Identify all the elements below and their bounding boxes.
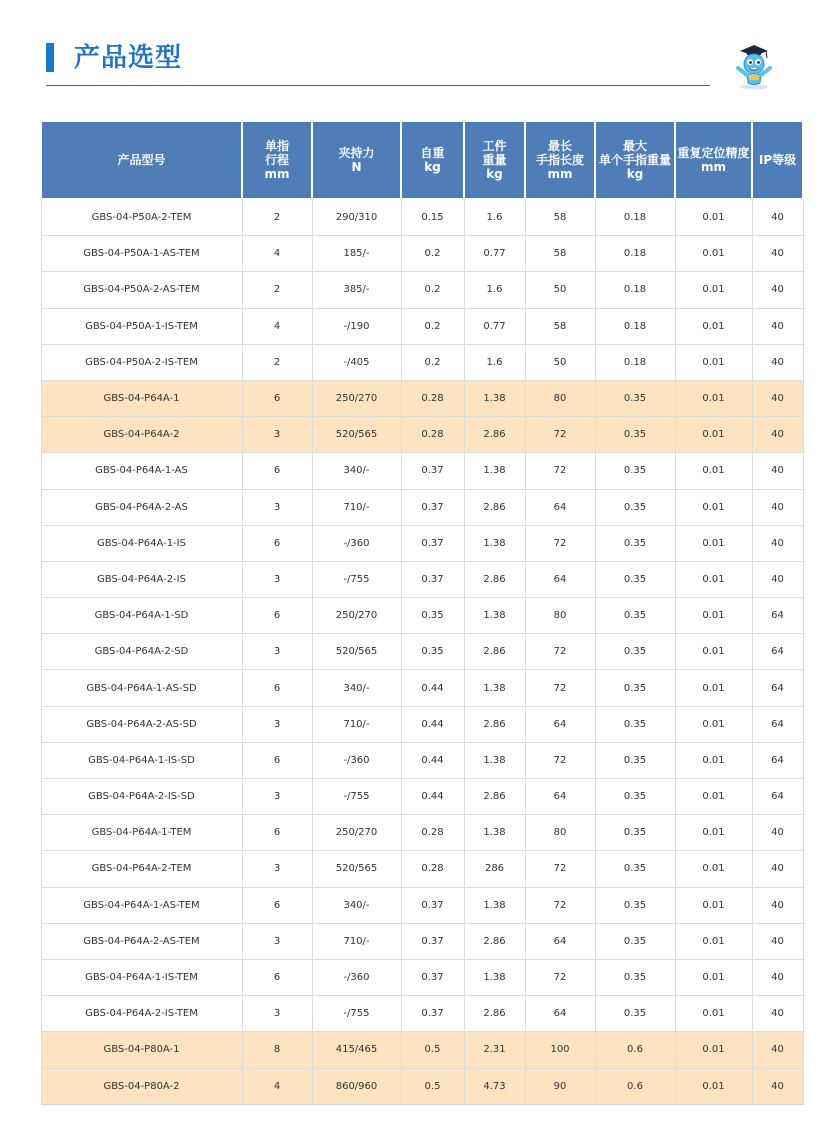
cell-model: GBS-04-P64A-2-AS-TEM — [41, 923, 242, 959]
cell-grip-force: 520/565 — [312, 417, 401, 453]
cell-weight: 0.44 — [401, 742, 464, 778]
table-row — [41, 1068, 803, 1105]
table-row — [41, 742, 803, 778]
cell-workpiece-weight: 1.38 — [464, 959, 525, 995]
cell-stroke: 6 — [242, 453, 312, 489]
cell-stroke: 6 — [242, 670, 312, 706]
cell-model: GBS-04-P64A-2-IS-TEM — [41, 996, 242, 1032]
cell-stroke: 4 — [242, 236, 312, 272]
cell-weight: 0.28 — [401, 815, 464, 851]
cell-workpiece-weight: 0.77 — [464, 308, 525, 344]
cell-grip-force: -/360 — [312, 742, 401, 778]
cell-finger-weight: 0.35 — [595, 851, 675, 887]
cell-workpiece-weight: 1.6 — [464, 272, 525, 308]
cell-finger-weight: 0.35 — [595, 489, 675, 525]
cell-weight: 0.28 — [401, 380, 464, 416]
cell-repeatability: 0.01 — [675, 959, 752, 995]
cell-weight: 0.37 — [401, 923, 464, 959]
cell-repeatability: 0.01 — [675, 236, 752, 272]
cell-repeatability: 0.01 — [675, 706, 752, 742]
cell-workpiece-weight: 1.38 — [464, 887, 525, 923]
header-divider — [46, 85, 710, 86]
cell-weight: 0.2 — [401, 308, 464, 344]
cell-ip-rating: 40 — [752, 417, 803, 453]
cell-ip-rating: 40 — [752, 959, 803, 995]
cell-workpiece-weight: 286 — [464, 851, 525, 887]
cell-finger-weight: 0.6 — [595, 1032, 675, 1068]
cell-finger-length: 64 — [525, 561, 595, 597]
cell-finger-length: 58 — [525, 308, 595, 344]
cell-workpiece-weight: 2.86 — [464, 417, 525, 453]
col-header-ip-rating: IP等级 — [752, 121, 803, 199]
cell-stroke: 3 — [242, 489, 312, 525]
table-header-row — [41, 121, 803, 199]
cell-stroke: 2 — [242, 272, 312, 308]
cell-finger-length: 64 — [525, 489, 595, 525]
cell-repeatability: 0.01 — [675, 742, 752, 778]
cell-model: GBS-04-P50A-2-AS-TEM — [41, 272, 242, 308]
cell-model: GBS-04-P50A-2-TEM — [41, 199, 242, 236]
table-row — [41, 417, 803, 453]
cell-grip-force: -/755 — [312, 561, 401, 597]
cell-model: GBS-04-P64A-1-AS-TEM — [41, 887, 242, 923]
cell-repeatability: 0.01 — [675, 1068, 752, 1105]
product-selection-table — [40, 120, 804, 1105]
cell-finger-length: 72 — [525, 453, 595, 489]
cell-workpiece-weight: 2.86 — [464, 561, 525, 597]
table-row — [41, 815, 803, 851]
cell-ip-rating: 64 — [752, 779, 803, 815]
table-row — [41, 489, 803, 525]
table-row — [41, 959, 803, 995]
cell-finger-length: 72 — [525, 959, 595, 995]
cell-workpiece-weight: 2.86 — [464, 779, 525, 815]
page-title: 产品选型 — [74, 43, 183, 73]
cell-workpiece-weight: 2.31 — [464, 1032, 525, 1068]
table-row — [41, 996, 803, 1032]
cell-grip-force: 340/- — [312, 453, 401, 489]
table-row — [41, 380, 803, 416]
cell-stroke: 3 — [242, 923, 312, 959]
cell-stroke: 3 — [242, 779, 312, 815]
cell-grip-force: 710/- — [312, 489, 401, 525]
cell-model: GBS-04-P64A-1-IS-TEM — [41, 959, 242, 995]
cell-workpiece-weight: 2.86 — [464, 634, 525, 670]
cell-stroke: 6 — [242, 742, 312, 778]
cell-grip-force: 385/- — [312, 272, 401, 308]
cell-model: GBS-04-P64A-2-TEM — [41, 851, 242, 887]
cell-ip-rating: 40 — [752, 308, 803, 344]
cell-stroke: 6 — [242, 380, 312, 416]
table-row — [41, 236, 803, 272]
cell-workpiece-weight: 2.86 — [464, 923, 525, 959]
col-header-stroke: 单指 行程 mm — [242, 121, 312, 199]
table-row — [41, 598, 803, 634]
cell-stroke: 3 — [242, 706, 312, 742]
cell-grip-force: 710/- — [312, 706, 401, 742]
cell-repeatability: 0.01 — [675, 489, 752, 525]
cell-weight: 0.35 — [401, 598, 464, 634]
cell-finger-length: 58 — [525, 236, 595, 272]
table-row — [41, 199, 803, 236]
cell-workpiece-weight: 1.38 — [464, 525, 525, 561]
cell-weight: 0.37 — [401, 489, 464, 525]
table-row — [41, 670, 803, 706]
cell-repeatability: 0.01 — [675, 272, 752, 308]
table-row — [41, 923, 803, 959]
cell-finger-length: 72 — [525, 670, 595, 706]
cell-weight: 0.35 — [401, 634, 464, 670]
cell-finger-length: 64 — [525, 779, 595, 815]
cell-stroke: 6 — [242, 598, 312, 634]
cell-finger-weight: 0.35 — [595, 634, 675, 670]
cell-ip-rating: 40 — [752, 525, 803, 561]
cell-ip-rating: 40 — [752, 561, 803, 597]
col-header-workpiece-weight: 工件 重量 kg — [464, 121, 525, 199]
cell-model: GBS-04-P64A-1-IS — [41, 525, 242, 561]
cell-finger-length: 64 — [525, 996, 595, 1032]
cell-ip-rating: 64 — [752, 706, 803, 742]
cell-workpiece-weight: 1.38 — [464, 815, 525, 851]
cell-stroke: 3 — [242, 417, 312, 453]
cell-ip-rating: 40 — [752, 1032, 803, 1068]
cell-weight: 0.37 — [401, 561, 464, 597]
cell-finger-length: 100 — [525, 1032, 595, 1068]
cell-workpiece-weight: 2.86 — [464, 996, 525, 1032]
cell-finger-weight: 0.35 — [595, 779, 675, 815]
cell-stroke: 3 — [242, 996, 312, 1032]
cell-finger-weight: 0.18 — [595, 236, 675, 272]
cell-model: GBS-04-P64A-1 — [41, 380, 242, 416]
cell-model: GBS-04-P50A-1-AS-TEM — [41, 236, 242, 272]
cell-finger-length: 80 — [525, 815, 595, 851]
title-accent-bar — [46, 43, 54, 72]
cell-workpiece-weight: 1.6 — [464, 344, 525, 380]
cell-stroke: 3 — [242, 561, 312, 597]
cell-model: GBS-04-P64A-2-SD — [41, 634, 242, 670]
cell-workpiece-weight: 4.73 — [464, 1068, 525, 1105]
cell-model: GBS-04-P64A-1-AS — [41, 453, 242, 489]
page-header — [46, 40, 710, 88]
cell-ip-rating: 40 — [752, 453, 803, 489]
cell-workpiece-weight: 1.38 — [464, 742, 525, 778]
cell-stroke: 6 — [242, 959, 312, 995]
cell-repeatability: 0.01 — [675, 670, 752, 706]
cell-model: GBS-04-P64A-2-AS — [41, 489, 242, 525]
cell-ip-rating: 64 — [752, 634, 803, 670]
cell-finger-weight: 0.18 — [595, 199, 675, 236]
cell-grip-force: 415/465 — [312, 1032, 401, 1068]
cell-finger-weight: 0.35 — [595, 742, 675, 778]
cell-weight: 0.37 — [401, 959, 464, 995]
cell-grip-force: 290/310 — [312, 199, 401, 236]
table-row — [41, 561, 803, 597]
cell-weight: 0.37 — [401, 453, 464, 489]
cell-weight: 0.44 — [401, 779, 464, 815]
cell-weight: 0.28 — [401, 851, 464, 887]
cell-ip-rating: 40 — [752, 923, 803, 959]
col-header-repeatability: 重复定位精度 mm — [675, 121, 752, 199]
cell-grip-force: 250/270 — [312, 815, 401, 851]
cell-repeatability: 0.01 — [675, 453, 752, 489]
cell-finger-length: 80 — [525, 598, 595, 634]
cell-workpiece-weight: 0.77 — [464, 236, 525, 272]
cell-grip-force: -/360 — [312, 525, 401, 561]
cell-stroke: 8 — [242, 1032, 312, 1068]
cell-stroke: 6 — [242, 525, 312, 561]
cell-stroke: 6 — [242, 887, 312, 923]
cell-weight: 0.2 — [401, 272, 464, 308]
cell-repeatability: 0.01 — [675, 887, 752, 923]
cell-workpiece-weight: 1.38 — [464, 598, 525, 634]
col-header-model: 产品型号 — [41, 121, 242, 199]
cell-model: GBS-04-P50A-1-IS-TEM — [41, 308, 242, 344]
cell-grip-force: 520/565 — [312, 851, 401, 887]
col-header-finger-length: 最长 手指长度 mm — [525, 121, 595, 199]
table-row — [41, 887, 803, 923]
cell-repeatability: 0.01 — [675, 561, 752, 597]
cell-model: GBS-04-P64A-2 — [41, 417, 242, 453]
cell-grip-force: -/755 — [312, 779, 401, 815]
cell-repeatability: 0.01 — [675, 380, 752, 416]
cell-workpiece-weight: 2.86 — [464, 489, 525, 525]
cell-ip-rating: 40 — [752, 344, 803, 380]
cell-workpiece-weight: 1.38 — [464, 670, 525, 706]
cell-finger-weight: 0.35 — [595, 670, 675, 706]
cell-finger-weight: 0.18 — [595, 344, 675, 380]
cell-finger-weight: 0.35 — [595, 887, 675, 923]
cell-finger-length: 72 — [525, 887, 595, 923]
cell-stroke: 3 — [242, 851, 312, 887]
cell-finger-length: 72 — [525, 525, 595, 561]
cell-grip-force: -/190 — [312, 308, 401, 344]
cell-repeatability: 0.01 — [675, 344, 752, 380]
cell-ip-rating: 40 — [752, 236, 803, 272]
cell-finger-weight: 0.18 — [595, 308, 675, 344]
cell-weight: 0.2 — [401, 344, 464, 380]
cell-stroke: 6 — [242, 815, 312, 851]
cell-ip-rating: 40 — [752, 489, 803, 525]
cell-finger-weight: 0.35 — [595, 923, 675, 959]
cell-stroke: 2 — [242, 344, 312, 380]
cell-weight: 0.44 — [401, 706, 464, 742]
cell-grip-force: -/360 — [312, 959, 401, 995]
cell-finger-weight: 0.35 — [595, 453, 675, 489]
cell-ip-rating: 40 — [752, 199, 803, 236]
cell-finger-weight: 0.35 — [595, 598, 675, 634]
cell-grip-force: 710/- — [312, 923, 401, 959]
cell-grip-force: 250/270 — [312, 380, 401, 416]
table-row — [41, 851, 803, 887]
table-row — [41, 272, 803, 308]
cell-weight: 0.28 — [401, 417, 464, 453]
cell-ip-rating: 40 — [752, 272, 803, 308]
cell-grip-force: 185/- — [312, 236, 401, 272]
cell-finger-length: 72 — [525, 417, 595, 453]
cell-ip-rating: 40 — [752, 996, 803, 1032]
table-row — [41, 453, 803, 489]
table-row — [41, 779, 803, 815]
mascot-logo-icon — [727, 38, 781, 90]
cell-finger-weight: 0.35 — [595, 561, 675, 597]
cell-ip-rating: 40 — [752, 851, 803, 887]
cell-model: GBS-04-P80A-2 — [41, 1068, 242, 1105]
cell-finger-length: 50 — [525, 344, 595, 380]
cell-grip-force: 520/565 — [312, 634, 401, 670]
cell-ip-rating: 40 — [752, 815, 803, 851]
cell-finger-weight: 0.35 — [595, 815, 675, 851]
cell-repeatability: 0.01 — [675, 815, 752, 851]
table-row — [41, 1032, 803, 1068]
cell-weight: 0.37 — [401, 887, 464, 923]
cell-repeatability: 0.01 — [675, 525, 752, 561]
cell-grip-force: 340/- — [312, 887, 401, 923]
col-header-weight: 自重 kg — [401, 121, 464, 199]
cell-repeatability: 0.01 — [675, 598, 752, 634]
cell-finger-weight: 0.35 — [595, 525, 675, 561]
cell-ip-rating: 40 — [752, 380, 803, 416]
cell-model: GBS-04-P64A-1-TEM — [41, 815, 242, 851]
cell-model: GBS-04-P80A-1 — [41, 1032, 242, 1068]
cell-repeatability: 0.01 — [675, 779, 752, 815]
cell-weight: 0.37 — [401, 525, 464, 561]
cell-finger-weight: 0.35 — [595, 417, 675, 453]
cell-weight: 0.44 — [401, 670, 464, 706]
cell-repeatability: 0.01 — [675, 1032, 752, 1068]
cell-repeatability: 0.01 — [675, 634, 752, 670]
table-row — [41, 525, 803, 561]
cell-workpiece-weight: 2.86 — [464, 706, 525, 742]
cell-ip-rating: 40 — [752, 1068, 803, 1105]
cell-repeatability: 0.01 — [675, 851, 752, 887]
cell-finger-length: 72 — [525, 634, 595, 670]
cell-finger-weight: 0.6 — [595, 1068, 675, 1105]
cell-finger-weight: 0.35 — [595, 706, 675, 742]
cell-finger-length: 50 — [525, 272, 595, 308]
cell-finger-weight: 0.35 — [595, 380, 675, 416]
cell-repeatability: 0.01 — [675, 996, 752, 1032]
table-row — [41, 308, 803, 344]
cell-repeatability: 0.01 — [675, 923, 752, 959]
cell-model: GBS-04-P64A-2-IS — [41, 561, 242, 597]
cell-stroke: 4 — [242, 1068, 312, 1105]
cell-finger-length: 64 — [525, 923, 595, 959]
cell-finger-length: 90 — [525, 1068, 595, 1105]
cell-repeatability: 0.01 — [675, 199, 752, 236]
cell-model: GBS-04-P64A-1-IS-SD — [41, 742, 242, 778]
cell-grip-force: -/755 — [312, 996, 401, 1032]
cell-ip-rating: 40 — [752, 887, 803, 923]
cell-repeatability: 0.01 — [675, 308, 752, 344]
cell-grip-force: -/405 — [312, 344, 401, 380]
table-row — [41, 344, 803, 380]
cell-model: GBS-04-P64A-1-AS-SD — [41, 670, 242, 706]
cell-ip-rating: 64 — [752, 670, 803, 706]
cell-finger-weight: 0.35 — [595, 959, 675, 995]
cell-finger-length: 80 — [525, 380, 595, 416]
cell-finger-length: 64 — [525, 706, 595, 742]
cell-stroke: 4 — [242, 308, 312, 344]
cell-ip-rating: 64 — [752, 742, 803, 778]
cell-model: GBS-04-P64A-2-IS-SD — [41, 779, 242, 815]
cell-stroke: 2 — [242, 199, 312, 236]
cell-weight: 0.37 — [401, 996, 464, 1032]
cell-finger-weight: 0.18 — [595, 272, 675, 308]
cell-workpiece-weight: 1.38 — [464, 453, 525, 489]
cell-weight: 0.5 — [401, 1032, 464, 1068]
cell-model: GBS-04-P50A-2-IS-TEM — [41, 344, 242, 380]
table-row — [41, 634, 803, 670]
cell-weight: 0.15 — [401, 199, 464, 236]
table-row — [41, 706, 803, 742]
cell-grip-force: 250/270 — [312, 598, 401, 634]
cell-finger-length: 58 — [525, 199, 595, 236]
cell-finger-weight: 0.35 — [595, 996, 675, 1032]
cell-weight: 0.2 — [401, 236, 464, 272]
cell-finger-length: 72 — [525, 851, 595, 887]
cell-grip-force: 860/960 — [312, 1068, 401, 1105]
cell-finger-length: 72 — [525, 742, 595, 778]
cell-ip-rating: 64 — [752, 598, 803, 634]
table-body — [41, 199, 803, 1105]
cell-repeatability: 0.01 — [675, 417, 752, 453]
cell-grip-force: 340/- — [312, 670, 401, 706]
cell-model: GBS-04-P64A-1-SD — [41, 598, 242, 634]
cell-workpiece-weight: 1.38 — [464, 380, 525, 416]
cell-workpiece-weight: 1.6 — [464, 199, 525, 236]
cell-stroke: 3 — [242, 634, 312, 670]
col-header-grip-force: 夹持力 N — [312, 121, 401, 199]
cell-model: GBS-04-P64A-2-AS-SD — [41, 706, 242, 742]
cell-weight: 0.5 — [401, 1068, 464, 1105]
col-header-finger-weight: 最大 单个手指重量 kg — [595, 121, 675, 199]
